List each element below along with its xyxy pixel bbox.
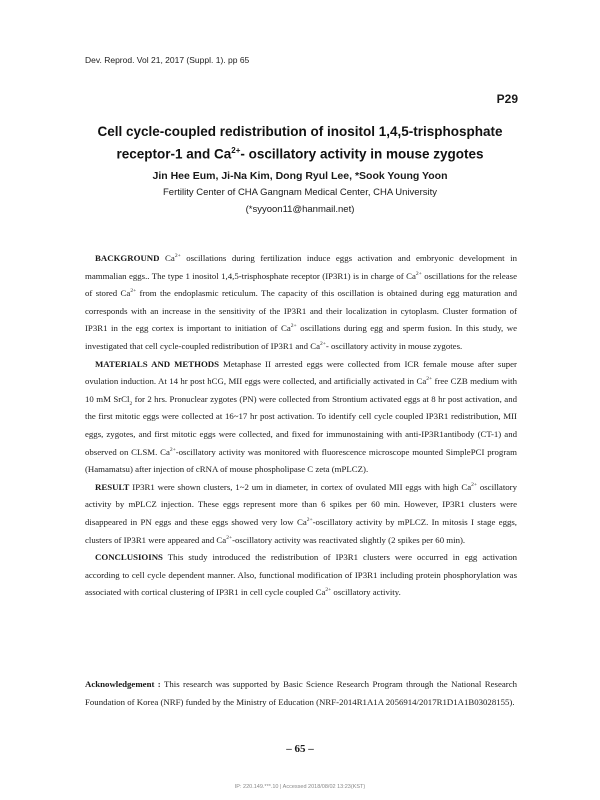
background-section: BACKGROUND $Ca^{2+}$ oscillations during fertilization induce eggs activation and embryonic development in mammalian eggs.. The type 1 inositol 1,4,5-trisphosphate receptor (IP3R1) is in charge of $Ca^{2+}$ oscillations for the release of stored $Ca^{2+}$ from the endoplasmic reticulum. The capacity of this oscillation is obtained during egg maturation and corresponds with an increase in the sensitivity of the IP3R1 and their localization in cytoplasm. Cluster formation of IP3R1 in the egg cortex is important to initiation of $Ca^{2+}$ oscillations during egg and sperm fusion. In this study, we investigated that cell cycle-coupled redistribution of IP3R1 and $Ca^{2+}-$ oscillatory activity in mouse zygotes. [85, 253, 517, 351]
paper-title [60, 122, 540, 164]
journal-reference: Dev. Reprod. Vol 21, 2017 (Suppl. 1). pp 65 [85, 55, 250, 65]
abstract-body [85, 250, 517, 602]
conclusions-section: CONCLUSIOINS This study introduced the redistribution of IP3R1 clusters were occurred in egg activation according to cell cycle dependent manner. Also, functional modification of IP3R1 including protein phosphorylation was associated with cortical clustering of IP3R1 in cell cycle coupled $Ca^{2+}$ oscillatory activity. [85, 552, 517, 598]
corresponding-email: (*syyoon11@hanmail.net) [245, 204, 355, 215]
result-section: RESULT IP3R1 were shown clusters, 1~2 um in diameter, in cortex of ovulated MII eggs with high $Ca^{2+}$ oscillatory activity by mPLCZ injection. These eggs represent more than 6 spikes per 60 min. However, IP3R1 clusters were disappeared in PN eggs and these eggs showed very low $Ca^{2+}$-oscillatory activity by mPLCZ. In mitosis I stage eggs, clusters of IP3R1 were appeared and $Ca^{2+}$-oscillatory activity was reactivated slightly (2 spikes per 60 min). [85, 481, 517, 545]
acknowledgement-section: Acknowledgement : This research was supported by Basic Science Research Program through the National Research Foundation of Korea (NRF) funded by the Ministry of Education (NRF-2014R1A1A 2056914/2017R1D1A1B03028155). [85, 679, 517, 707]
access-watermark: IP: 220.149.***.10 | Accessed 2018/08/02 13:23(KST) [234, 784, 366, 790]
author-list: Jin Hee Eum, Ji-Na Kim, Dong Ryul Lee, *Sook Young Yoon [152, 170, 448, 182]
title-line-1: Cell cycle-coupled redistribution of inositol 1,4,5-trisphosphate [97, 124, 503, 139]
paper-number: P29 [496, 92, 518, 106]
page-number-footer: – 65 – [286, 743, 314, 755]
affiliation: Fertility Center of CHA Gangnam Medical Center, CHA University [162, 187, 437, 198]
methods-section: MATERIALS AND METHODS Metaphase II arrested eggs were collected from ICR female mouse after super ovulation induction. At 14 hr post hCG, MII eggs were collected, and artificially activated in $Ca^{2+}$ free CZB medium with 10 mM SrCl$_2$ for 2 hrs. Pronuclear zygotes (PN) were collected from Strontium activated eggs at 8 hr post activation, and the first mitotic eggs were collected at 16~17 hr post activation. To identify cell cycle coupled IP3R1 redistribution, MII eggs, zygotes, and first mitotic eggs were collected, and fixed for immunostaining with anti-IP3R1antibody (CT-1) and observed on CLSM. $Ca^{2+}$-oscillatory activity was monitored with fluorescence microscope mounted SimplePCI program (Hamamatsu) after injection of cRNA of mouse phospholipase C zeta (mPLCZ). [85, 358, 517, 475]
title-line-2: receptor-1 and $Ca^{2+}-$ oscillatory activity in mouse zygotes [116, 146, 484, 162]
